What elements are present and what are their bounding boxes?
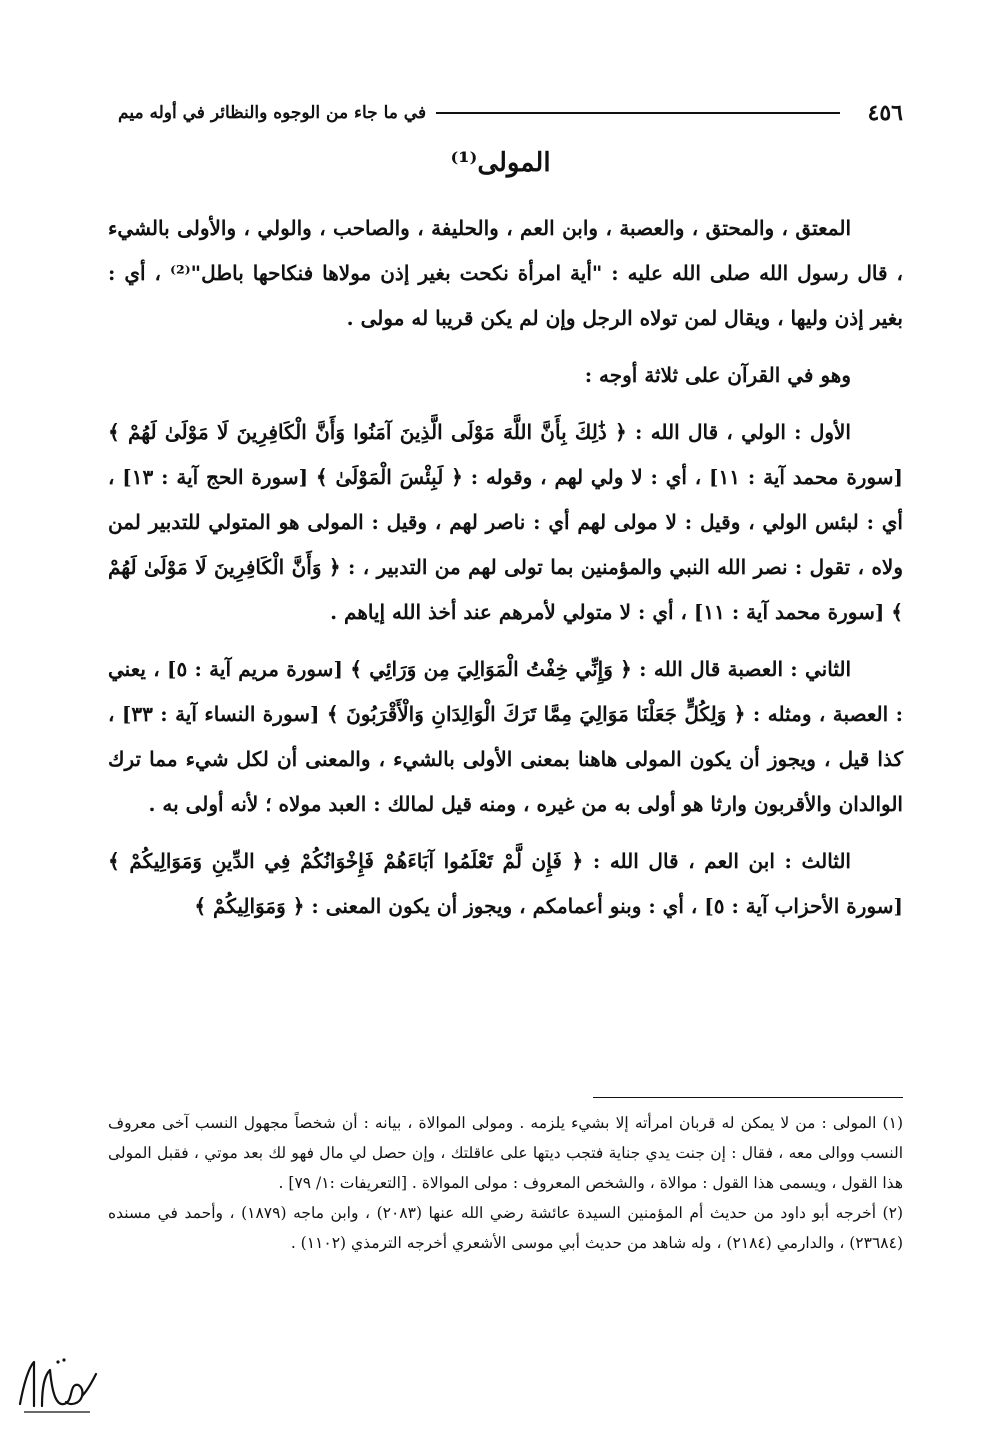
footnote-2: (٢) أخرجه أبو داود من حديث أم المؤمنين السيدة عائشة رضي الله عنها (٢٠٨٣) ، وابن ماجه (١٨٧٩) ، وأحمد في مسنده (٢٣٦٨٤) ، والدارمي (٢١٨٤) ، وله شاهد من حديث أبي موسى الأشعري أخرجه الترمذي (١١٠٢) .	[108, 1204, 903, 1252]
calligraphy-logo-icon	[12, 1352, 100, 1420]
paragraph-first-meaning: الأول : الولي ، قال الله : ﴿ ذَٰلِكَ بِأَنَّ اللَّهَ مَوْلَى الَّذِينَ آمَنُوا وَأَنَّ الْكَافِرِينَ لَا مَوْلَىٰ لَهُمْ ﴾ [سورة محمد آية : ١١] ، أي : لا ولي لهم ، وقوله : ﴿ لَبِئْسَ الْمَوْلَىٰ ﴾ [سورة الحج آية : ١٣] ، أي : لبئس الولي ، وقيل : لا مولى لهم أي : ناصر لهم ، وقيل : المولى هو المتولي للتدبير لمن ولاه ، تقول : نصر الله النبي والمؤمنين بما تولى لهم من التدبير ، : ﴿ وَأَنَّ الْكَافِرِينَ لَا مَوْلَىٰ لَهُمْ ﴾ [سورة محمد آية : ١١] ، أي : لا متولي لأمرهم عند أخذ الله إياهم .	[108, 420, 904, 624]
header-rule	[436, 112, 839, 114]
running-title: في ما جاء من الوجوه والنظائر في أوله ميم	[118, 103, 427, 123]
publisher-logo	[12, 1352, 100, 1420]
footnote-rule	[593, 1097, 903, 1098]
main-text	[108, 206, 903, 941]
running-header	[118, 96, 903, 130]
entry-title: المولى⁽¹⁾	[450, 148, 551, 178]
page-number: ٤٥٦	[867, 100, 903, 126]
footnote-1: (١) المولى : من لا يمكن له قربان امرأته إلا بشيء يلزمه . ومولى الموالاة ، بيانه : أن شخصاً مجهول النسب آخى معروف النسب ووالى معه ، فقال : إن جنت يدي جناية فتجب ديتها على عاقلتك ، وإن حصل لي مال فهو لك بعد موتي ، فقبل المولى هذا القول ، ويسمى هذا القول : موالاة ، والشخص المعروف : مولى الموالاة . [التعريفات :١/ ٧٩] .	[108, 1114, 903, 1192]
footnotes	[108, 1108, 903, 1258]
paragraph-definitions: المعتق ، والمحتق ، والعصبة ، وابن العم ، والحليفة ، والصاحب ، والولي ، والأولى بالشيء ، قال رسول الله صلى الله عليه : "أية امرأة نكحت بغير إذن مولاها فنكاحها باطل"⁽²⁾ ، أي : بغير إذن وليها ، ويقال لمن تولاه الرجل وإن لم يكن قريبا له مولى .	[108, 216, 903, 330]
paragraph-third-meaning: الثالث : ابن العم ، قال الله : ﴿ فَإِن لَّمْ تَعْلَمُوا آبَاءَهُمْ فَإِخْوَانُكُمْ فِي الدِّينِ وَمَوَالِيكُمْ ﴾ [سورة الأحزاب آية : ٥] ، أي : وبنو أعمامكم ، ويجوز أن يكون المعنى : ﴿ وَمَوَالِيكُمْ ﴾	[108, 849, 903, 918]
paragraph-second-meaning: الثاني : العصبة قال الله : ﴿ وَإِنِّي خِفْتُ الْمَوَالِيَ مِن وَرَائِي ﴾ [سورة مريم آية : ٥] ، يعني : العصبة ، ومثله : ﴿ وَلِكُلٍّ جَعَلْنَا مَوَالِيَ مِمَّا تَرَكَ الْوَالِدَانِ وَالْأَقْرَبُونَ ﴾ [سورة النساء آية : ٣٣] ، كذا قيل ، ويجوز أن يكون المولى هاهنا بمعنى الأولى بالشيء ، والمعنى أن لكل شيء مما ترك الوالدان والأقربون وارثا هو أولى به من غيره ، ومنه قيل لمالك : العبد مولاه ؛ لأنه أولى به .	[108, 657, 903, 816]
paragraph-intro: وهو في القرآن على ثلاثة أوجه :	[584, 363, 851, 387]
